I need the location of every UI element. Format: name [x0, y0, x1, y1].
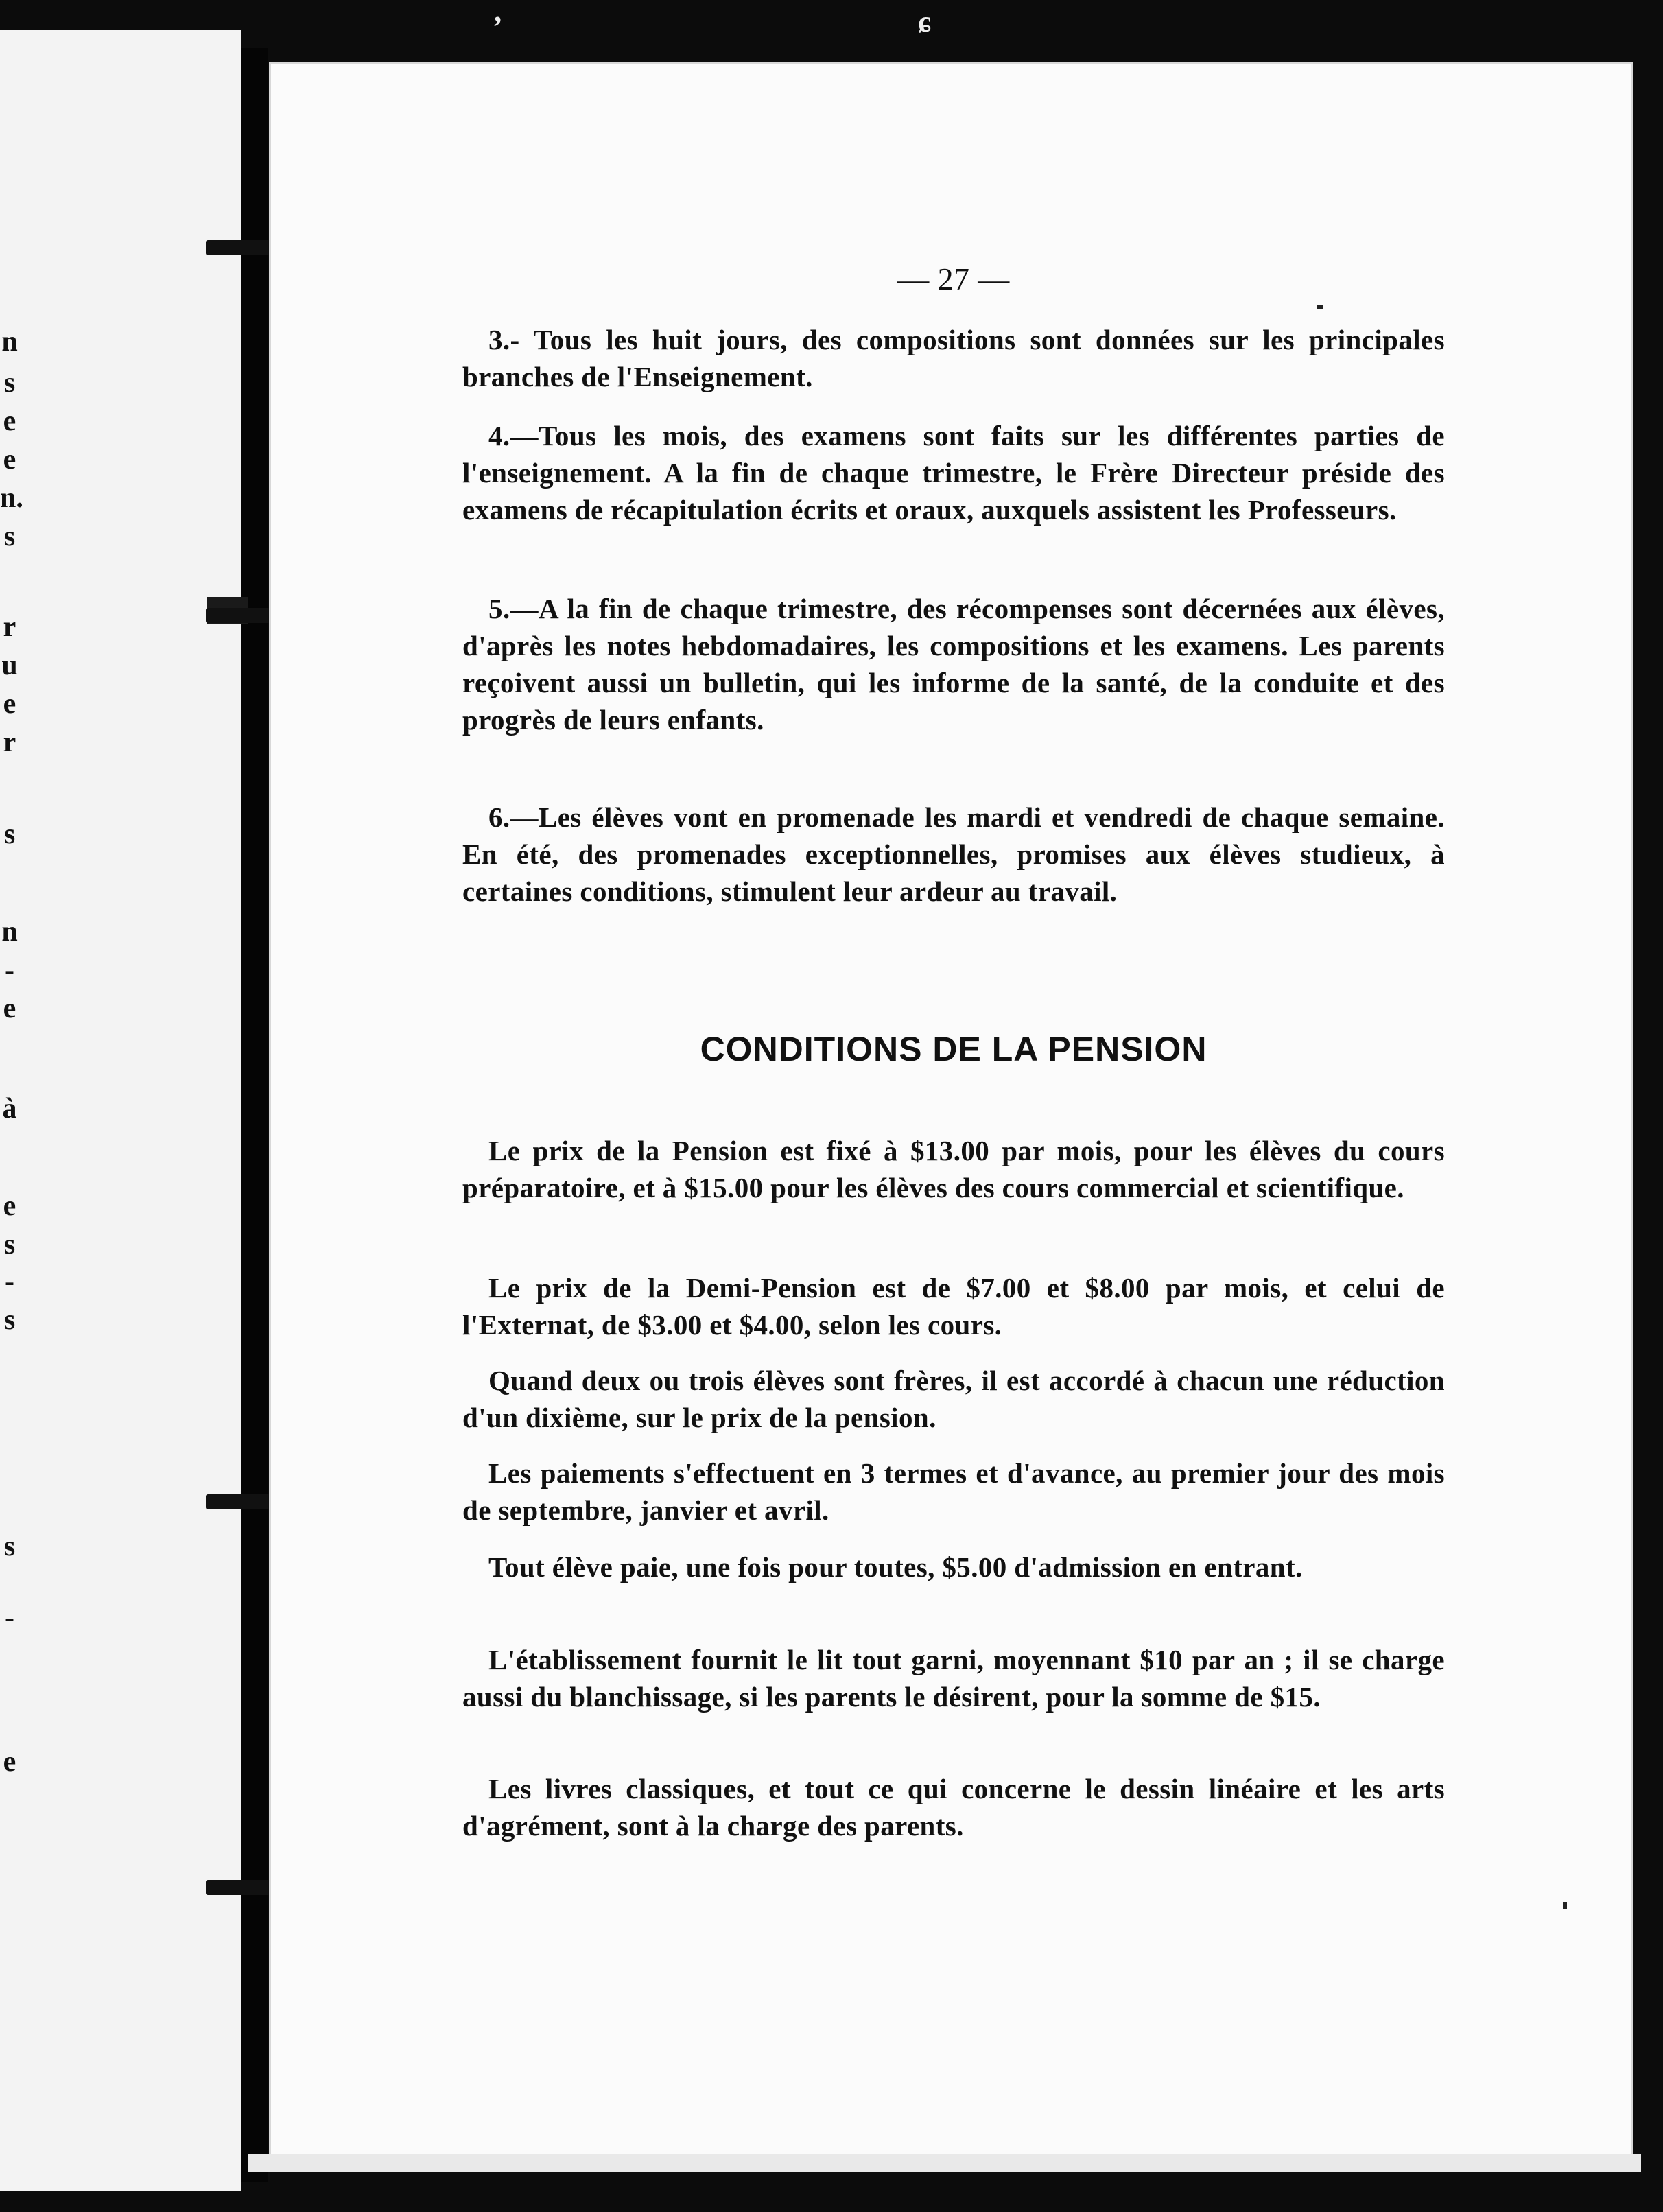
left-page-fragment: n	[1, 916, 18, 948]
condition-paragraph: Tout élève paie, une fois pour toutes, $5.00 d'admission en entrant.	[488, 1551, 1303, 1583]
page-number: — 27 —	[897, 261, 1010, 296]
left-page-fragment: s	[3, 819, 16, 850]
book-spine	[241, 48, 268, 2182]
condition-paragraph: Le prix de la Demi-Pension est de $7.00 et $8.00 par mois, et celui de l'Externat, de $3.00 et $4.00, selon les cours.	[462, 1272, 1445, 1341]
rule-paragraph: 5.—A la fin de chaque trimestre, des récompenses sont décernées aux élèves, d'après les notes hebdomadaires, les compositions et les examens. Les parents reçoivent aussi un bulletin, qui les informe de la santé, de la conduite et des progrès de leurs enfants.	[462, 593, 1445, 736]
left-page-fragment: -	[5, 1602, 14, 1634]
rule-paragraph: 4.—Tous les mois, des examens sont faits sur les différentes parties de l'enseignement. A la fin de chaque trimestre, le Frère Directeur préside des examens de récapitulation écrits et oraux, auxquels assistent les Professeurs.	[462, 420, 1445, 526]
left-page-fragment: e	[3, 688, 16, 720]
left-page-fragment: s	[3, 1229, 16, 1260]
scan-speck	[1563, 1902, 1567, 1909]
left-page-fragment: e	[3, 405, 16, 437]
condition-paragraph: Les paiements s'effectuent en 3 termes et d'avance, au premier jour des mois de septembre, janvier et avril.	[462, 1457, 1445, 1526]
condition-paragraph: Les livres classiques, et tout ce qui concerne le dessin linéaire et les arts d'agrément, sont à la charge des parents.	[462, 1773, 1445, 1842]
left-page-fragment: -	[5, 954, 14, 986]
left-page-fragment: u	[1, 650, 18, 681]
left-facing-page	[0, 30, 241, 2191]
left-page-fragment: e	[3, 1190, 16, 1222]
condition-paragraph: Le prix de la Pension est fixé à $13.00 par mois, pour les élèves du cours préparatoire, et à $15.00 pour les élèves des cours commercial et scientifique.	[462, 1135, 1445, 1203]
rule-paragraph: 6.—Les élèves vont en promenade les mardi et vendredi de chaque semaine. En été, des promenades exceptionnelles, promises aux élèves studieux, à certaines conditions, stimulent leur ardeur au travail.	[462, 801, 1445, 907]
left-page-fragment: e	[3, 1746, 16, 1778]
scan-mark-right: ɕ	[918, 5, 932, 38]
left-page-fragment: e	[3, 993, 16, 1024]
left-page-fragment: r	[3, 611, 16, 643]
document-page	[269, 62, 1633, 2161]
left-page-fragment: -	[5, 1266, 14, 1297]
left-page-fragment: n	[1, 326, 18, 357]
left-page-fragment: r	[3, 727, 16, 758]
condition-paragraph: Quand deux ou trois élèves sont frères, il est accordé à chacun une réduction d'un dixième, sur le prix de la pension.	[462, 1365, 1445, 1433]
left-page-fragment: s	[3, 1304, 16, 1336]
scan-mark-left: ʼ	[493, 10, 503, 44]
left-page-fragment: n.	[0, 482, 23, 514]
condition-paragraph: L'établissement fournit le lit tout garni, moyennant $10 par an ; il se charge aussi du blanchissage, si les parents le désirent, pour la somme de $15.	[462, 1644, 1445, 1713]
left-page-fragment: e	[3, 444, 16, 475]
left-page-fragment: à	[2, 1093, 17, 1125]
section-heading: CONDITIONS DE LA PENSION	[700, 1030, 1207, 1068]
left-page-fragment: s	[3, 367, 16, 399]
left-page-fragment: s	[3, 1531, 16, 1562]
rule-paragraph: 3.- Tous les huit jours, des compositions sont données sur les principales branches de l'Enseignement.	[462, 324, 1445, 392]
left-page-fragment: s	[3, 521, 16, 552]
page-bottom-edge	[248, 2154, 1641, 2172]
scan-speck	[1317, 305, 1323, 309]
